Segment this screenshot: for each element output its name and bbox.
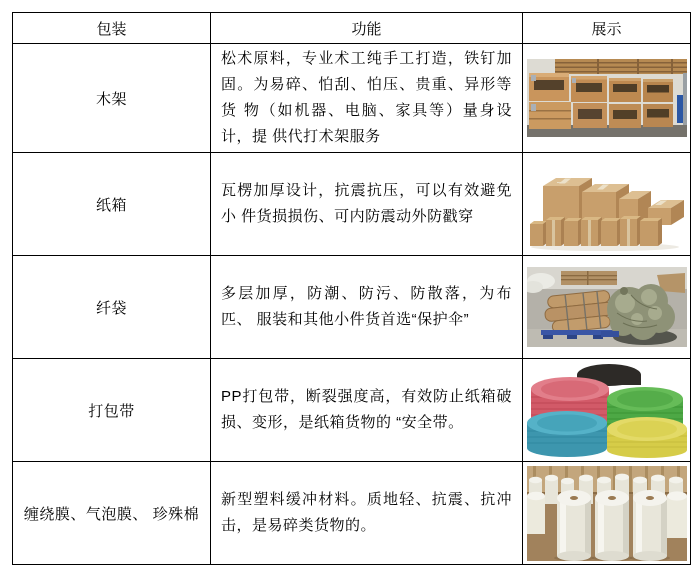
table-row-film [13, 462, 691, 565]
woven-fiber-bags-photo [523, 267, 690, 347]
header-row [13, 13, 691, 44]
packaging-name: 纸箱 [13, 153, 211, 256]
packaging-name: 纤袋 [13, 256, 211, 359]
table-row-fiber-bag [13, 256, 691, 359]
display-cell [523, 256, 691, 359]
header-function: 功能 [211, 13, 523, 44]
function-description: 瓦楞加厚设计，抗震抗压，可以有效避免小 件货损损伤、可内防震动外防戳穿 [221, 182, 512, 225]
header-display: 展示 [523, 13, 691, 44]
table-row-strapping [13, 359, 691, 462]
function-description: 多层加厚，防潮、防污、防散落，为布匹、 服装和其他小件货首选“保护伞” [221, 285, 512, 328]
function-description: 松术原料，专业术工纯手工打造，铁钉加 固。为易碎、怕刮、怕压、贵重、异形等货 物（如机器、电脑、家具等）量身设计，提 供代打术架服务 [221, 50, 512, 145]
function-description: 新型塑料缓冲材料。质地轻、抗震、抗冲 击，是易碎类货物的。 [221, 491, 512, 534]
display-cell [523, 44, 691, 153]
stretch-film-rolls-photo [523, 466, 690, 561]
packaging-name: 打包带 [13, 359, 211, 462]
header-packaging: 包装 [13, 13, 211, 44]
pp-strapping-rolls-photo [523, 363, 690, 458]
display-cell [523, 462, 691, 565]
table-row-wooden-crate [13, 44, 691, 153]
display-cell [523, 359, 691, 462]
packaging-name: 木架 [13, 44, 211, 153]
display-cell [523, 153, 691, 256]
function-description: PP打包带，断裂强度高，有效防止纸箱破 损、变形，是纸箱货物的 “安全带。 [221, 388, 512, 431]
packaging-table [12, 12, 691, 565]
cardboard-boxes-photo [523, 158, 690, 251]
table-row-carton [13, 153, 691, 256]
stacked-wooden-crates-photo [523, 59, 690, 137]
packaging-name: 缠绕膜、气泡膜、 珍殊棉 [13, 462, 211, 565]
